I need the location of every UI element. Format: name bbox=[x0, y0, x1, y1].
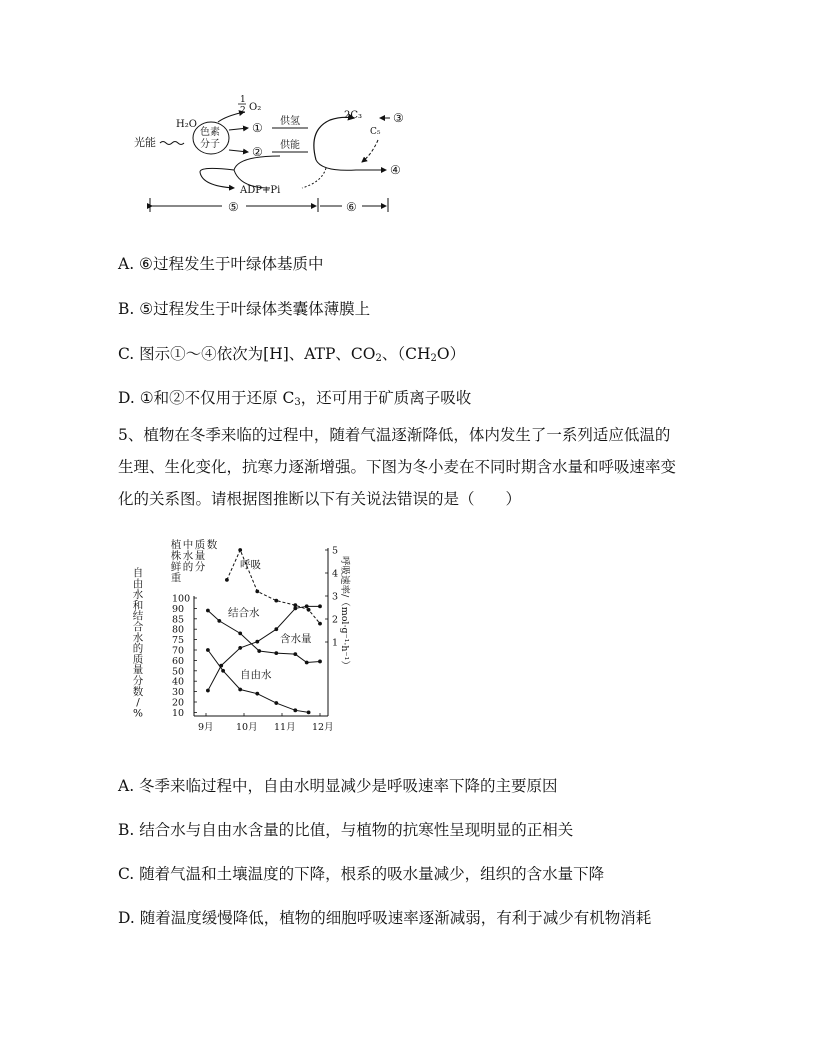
left-axis-label-2-char: 植 bbox=[170, 539, 182, 551]
data-point bbox=[255, 590, 259, 594]
water-label: H₂O bbox=[176, 119, 197, 130]
left-axis-label-char: 合 bbox=[132, 621, 144, 633]
q5-line-1: 5、植物在冬季来临的过程中，随着气温逐渐降低，体内发生了一系列适应低温的 bbox=[118, 426, 671, 444]
left-tick-label: 85 bbox=[172, 614, 185, 626]
data-point bbox=[206, 648, 210, 652]
q4-option-d bbox=[118, 388, 471, 413]
left-tick-label: 75 bbox=[172, 635, 185, 647]
data-point bbox=[305, 661, 309, 665]
q4-option-c-sub2: 2 bbox=[430, 353, 437, 364]
left-axis-label bbox=[133, 566, 144, 719]
left-axis-label-2-char: 的 bbox=[182, 561, 194, 573]
left-tick-label: 80 bbox=[172, 624, 185, 636]
left-tick-label: 20 bbox=[172, 697, 185, 709]
c3-label: 2C₃ bbox=[344, 110, 363, 121]
data-point bbox=[305, 604, 309, 608]
q5-line-3: 化的关系图。请根据图推断以下有关说法错误的是（ ） bbox=[118, 490, 522, 508]
data-point bbox=[206, 689, 210, 693]
h-supply-label: 供氢 bbox=[280, 116, 300, 127]
left-axis-label-char: 质 bbox=[132, 653, 144, 666]
data-point bbox=[274, 651, 278, 655]
marker-6: ⑥ bbox=[346, 200, 357, 214]
data-point bbox=[318, 660, 322, 664]
data-point bbox=[274, 627, 278, 631]
left-axis-label-2-char: 数 bbox=[206, 539, 218, 551]
left-axis-label-char: 分 bbox=[132, 675, 144, 687]
left-axis-label-char: / bbox=[136, 696, 140, 709]
left-axis-label-char: 自 bbox=[132, 567, 144, 579]
right-tick-label: 5 bbox=[332, 545, 339, 557]
data-point bbox=[293, 708, 297, 712]
data-point bbox=[255, 640, 259, 644]
x-tick-label: 12月 bbox=[312, 722, 334, 733]
data-point bbox=[293, 607, 297, 611]
data-point bbox=[257, 649, 261, 653]
data-point bbox=[274, 599, 278, 603]
left-tick-label: 30 bbox=[172, 687, 185, 699]
data-point bbox=[217, 619, 221, 623]
left-axis-label-char: 由 bbox=[132, 577, 144, 590]
data-point bbox=[293, 652, 297, 656]
data-point bbox=[221, 669, 225, 673]
o2-label: O₂ bbox=[249, 102, 262, 113]
left-axis-label-2-char: 分 bbox=[194, 561, 206, 573]
marker-4: ④ bbox=[390, 163, 401, 177]
left-axis-label-2-char: 鲜 bbox=[170, 561, 182, 573]
left-axis-label-2 bbox=[171, 538, 218, 584]
series-line-自由水 bbox=[208, 650, 309, 712]
left-tick-label: 70 bbox=[172, 645, 185, 657]
right-tick-label: 3 bbox=[332, 591, 339, 603]
right-tick-label: 2 bbox=[332, 614, 339, 626]
pigment-label-1: 色素 bbox=[200, 127, 220, 138]
series-label-content: 含水量 bbox=[280, 633, 312, 645]
marker-3: ③ bbox=[393, 111, 404, 125]
left-axis-label-char: 数 bbox=[132, 685, 144, 698]
q5-option-a: A. 冬季来临过程中，自由水明显减少是呼吸速率下降的主要原因 bbox=[118, 777, 558, 795]
series-label-bound: 结合水 bbox=[228, 607, 260, 619]
q4-option-c-tail1: 、（CH bbox=[381, 345, 431, 363]
marker-5: ⑤ bbox=[228, 200, 239, 214]
data-point bbox=[238, 646, 242, 650]
data-point bbox=[274, 701, 278, 705]
adp-label: ADP+Pi bbox=[240, 185, 281, 196]
c5-label: C₅ bbox=[370, 127, 381, 137]
left-axis-label-2-char: 水 bbox=[182, 550, 194, 562]
axis-ticks bbox=[172, 546, 338, 734]
left-axis-label-2-char: 重 bbox=[170, 572, 182, 584]
chart-series bbox=[206, 548, 322, 714]
q5-line-2: 生理、生化变化，抗寒力逐渐增强。下图为冬小麦在不同时期含水量和呼吸速率变 bbox=[118, 458, 677, 476]
light-label: 光能 bbox=[134, 136, 156, 149]
data-point bbox=[206, 609, 210, 613]
left-axis-label-char: 量 bbox=[132, 664, 144, 677]
right-tick-label: 4 bbox=[332, 568, 339, 580]
left-axis-label-char: 的 bbox=[132, 642, 144, 655]
series-labels bbox=[228, 559, 312, 681]
q5-option-b: B. 结合水与自由水含量的比值，与植物的抗寒性呈现明显的正相关 bbox=[118, 821, 574, 839]
q4-option-c-tail2: O） bbox=[436, 345, 466, 363]
data-point bbox=[238, 548, 242, 552]
data-point bbox=[238, 631, 242, 635]
light-wave bbox=[160, 142, 184, 145]
q4-option-c-main: C. 图示①～④依次为[H]、ATP、CO bbox=[118, 345, 376, 363]
q4-option-a: A. ⑥过程发生于叶绿体基质中 bbox=[118, 255, 324, 273]
right-tick-label: 1 bbox=[332, 637, 339, 649]
pigment-label-2: 分子 bbox=[200, 139, 220, 150]
q4-option-c bbox=[118, 344, 465, 369]
marker-2: ② bbox=[252, 145, 263, 159]
left-axis-label-char: 水 bbox=[132, 588, 144, 601]
water-respiration-chart bbox=[128, 538, 368, 738]
left-tick-label: 10 bbox=[172, 707, 185, 719]
e-supply-label: 供能 bbox=[280, 140, 300, 151]
left-axis-label-2-char: 量 bbox=[194, 550, 206, 562]
q4-option-c-sub: 2 bbox=[375, 353, 382, 364]
right-axis-label bbox=[339, 556, 351, 670]
x-tick-label: 11月 bbox=[274, 722, 296, 733]
data-point bbox=[225, 578, 229, 582]
series-label-free: 自由水 bbox=[240, 669, 272, 681]
marker-1: ① bbox=[252, 121, 263, 135]
left-axis-label-char: 水 bbox=[132, 631, 144, 644]
left-axis-label-2-char: 质 bbox=[194, 539, 206, 551]
q4-option-d-sub: 3 bbox=[294, 397, 301, 408]
left-tick-label: 40 bbox=[172, 676, 185, 688]
left-tick-label: 60 bbox=[172, 655, 185, 667]
data-point bbox=[307, 711, 311, 715]
data-point bbox=[318, 604, 322, 608]
data-point bbox=[255, 692, 259, 696]
series-label-resp: 呼吸 bbox=[240, 559, 261, 571]
photosynthesis-diagram bbox=[130, 90, 420, 220]
q4-option-d-tail: ，还可用于矿质离子吸收 bbox=[300, 389, 472, 407]
left-axis-label-2-char: 株 bbox=[170, 550, 182, 562]
q4-option-b: B. ⑤过程发生于叶绿体类囊体薄膜上 bbox=[118, 300, 371, 318]
left-tick-label: 90 bbox=[172, 603, 185, 615]
x-tick-label: 10月 bbox=[236, 722, 258, 733]
data-point bbox=[307, 608, 311, 612]
left-axis-label-char: 和 bbox=[132, 599, 144, 612]
half-num: 1 bbox=[240, 95, 246, 105]
left-axis-label-2-char: 中 bbox=[182, 539, 194, 551]
left-axis-label-char: % bbox=[133, 707, 143, 720]
left-tick-label: 100 bbox=[172, 593, 191, 605]
half-den: 2 bbox=[240, 106, 246, 116]
left-tick-label: 50 bbox=[172, 666, 185, 678]
q4-option-d-main: D. ①和②不仅用于还原 C bbox=[118, 389, 295, 407]
q5-option-c: C. 随着气温和土壤温度的下降，根系的吸水量减少，组织的含水量下降 bbox=[118, 865, 605, 883]
x-tick-label: 9月 bbox=[198, 722, 214, 733]
data-point bbox=[318, 622, 322, 626]
q5-option-d: D. 随着温度缓慢降低，植物的细胞呼吸速率逐渐减弱，有利于减少有机物消耗 bbox=[118, 909, 652, 927]
data-point bbox=[238, 688, 242, 692]
left-axis-label-char: 结 bbox=[132, 610, 144, 623]
right-axis-label-text: 呼吸速率/（mol·g⁻¹·h⁻¹） bbox=[339, 556, 350, 670]
